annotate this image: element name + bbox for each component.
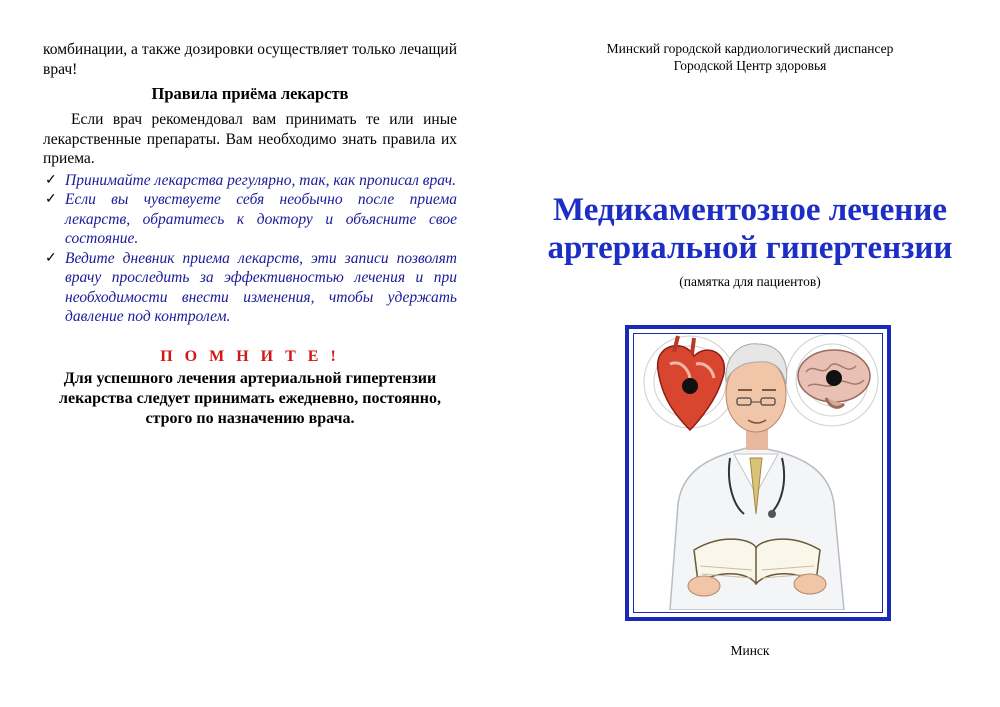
- check-icon: ✓: [45, 192, 57, 207]
- brain-target-icon: [786, 334, 878, 426]
- city-name: Минск: [730, 643, 770, 658]
- organization-line-1: Минский городской кардиологический диспансер: [606, 41, 894, 56]
- remember-text: Для успешного лечения артериальной гипертензии лекарства следует принимать ежедневно, постоянно, строго по назначению врача.: [59, 369, 441, 427]
- brochure-subtitle: (памятка для пациентов): [679, 274, 821, 289]
- rule-item: [43, 249, 457, 327]
- remember-block: [43, 347, 457, 429]
- doctor-illustration: [633, 333, 883, 613]
- rule-item: [43, 190, 457, 249]
- heart-target-icon: [644, 336, 736, 430]
- organization-line-2: Городской Центр здоровья: [673, 58, 827, 73]
- check-icon: ✓: [45, 172, 57, 188]
- brochure-title: Медикаментозное лечение артериальной гипертензии: [547, 192, 953, 266]
- right-page: [540, 40, 960, 290]
- illustration-frame: [625, 325, 891, 621]
- rules-heading: Правила приёма лекарств: [151, 84, 349, 103]
- rules-list: [43, 171, 457, 327]
- rule-text: Ведите дневник приема лекарств, эти записи позволят врачу проследить за эффективностью лечения и при необходимости внести изменения, чтобы удержать давление под контролем.: [65, 249, 457, 325]
- rule-item: [43, 171, 457, 191]
- check-icon: ✓: [45, 250, 57, 266]
- left-page: [43, 40, 457, 429]
- remember-title: П О М Н И Т Е !: [160, 347, 340, 365]
- intro-text: комбинации, а также дозировки осуществляет только лечащий врач!: [43, 41, 457, 78]
- rule-text: Принимайте лекарства регулярно, так, как прописал врач.: [65, 171, 457, 189]
- rule-text: Если вы чувствуете себя необычно после приема лекарств, обратитесь к доктору и объясните свое состояние.: [65, 191, 457, 247]
- rules-paragraph: Если врач рекомендовал вам принимать те или иные лекарственные препараты. Вам необходимо знать правила их приема.: [43, 111, 457, 167]
